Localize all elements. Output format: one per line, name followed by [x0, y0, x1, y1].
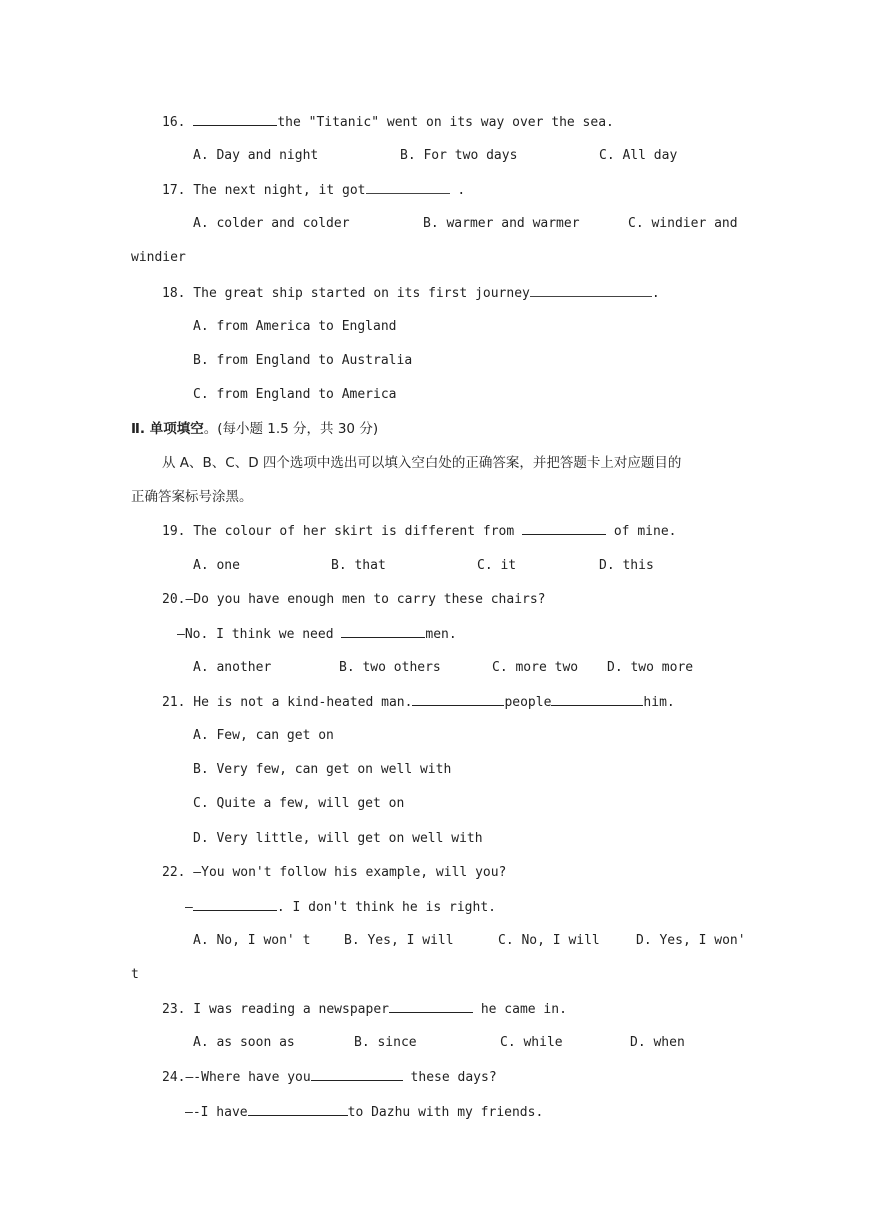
question-number: 16.: [162, 115, 186, 130]
question-24-reply: [185, 1103, 543, 1122]
option-a: A. from America to England: [193, 319, 397, 334]
option-c: C. from England to America: [193, 387, 397, 402]
question-16: [162, 113, 614, 132]
reply-suffix: men.: [425, 627, 457, 642]
option-a: A. colder and colder: [193, 216, 350, 231]
option-c: C. while: [500, 1035, 563, 1050]
answer-blank-1: [412, 693, 504, 706]
question-20: 20.—Do you have enough men to carry these chairs?: [162, 592, 546, 607]
option-b: B. two others: [339, 660, 441, 675]
option-c: C. more two: [492, 660, 579, 675]
option-c-wrap: windier: [131, 250, 186, 265]
question-21: [162, 693, 675, 712]
question-20-reply: [177, 625, 457, 644]
question-text: 23. I was reading a newspaper: [162, 1002, 389, 1017]
option-c: C. windier and: [628, 216, 738, 231]
answer-blank: [311, 1068, 403, 1081]
option-d: D. Very little, will get on well with: [193, 831, 483, 846]
option-a: A. another: [193, 660, 272, 675]
option-d: D. when: [630, 1035, 685, 1050]
question-suffix: these days?: [410, 1070, 497, 1085]
answer-blank: [193, 113, 277, 126]
option-d: D. two more: [607, 660, 694, 675]
option-a: A. No, I won' t: [193, 933, 311, 948]
question-middle: people: [504, 695, 552, 710]
option-c: C. All day: [599, 148, 678, 163]
reply-text: —No. I think we need: [177, 627, 334, 642]
question-22: 22. —You won't follow his example, will you?: [162, 865, 507, 880]
question-23: [162, 1000, 567, 1019]
question-suffix: of mine.: [613, 524, 677, 539]
option-b: B. since: [354, 1035, 417, 1050]
reply-suffix: . I don't think he is right.: [276, 900, 496, 915]
section-instructions-line-1: 从 A、B、C、D 四个选项中选出可以填入空白处的正确答案，并把答题卡上对应题目的: [162, 455, 682, 471]
option-b: B. Yes, I will: [344, 933, 454, 948]
answer-blank: [341, 625, 425, 638]
question-22-reply: [185, 898, 496, 917]
section-instructions-line-2: 正确答案标号涂黑。: [131, 489, 253, 505]
question-text: 21. He is not a kind-heated man.: [162, 695, 413, 710]
option-b: B. that: [331, 558, 386, 573]
question-suffix: .: [457, 183, 466, 198]
option-b: B. For two days: [400, 148, 518, 163]
option-c: C. Quite a few, will get on: [193, 796, 405, 811]
answer-blank: [530, 284, 652, 297]
question-17: [162, 181, 465, 200]
question-suffix: he came in.: [480, 1002, 567, 1017]
option-b: B. Very few, can get on well with: [193, 762, 452, 777]
option-a: A. as soon as: [193, 1035, 295, 1050]
option-d-wrap: t: [131, 967, 139, 982]
answer-blank: [389, 1000, 473, 1013]
question-text: 17. The next night, it got: [162, 183, 366, 198]
question-suffix: .: [651, 286, 660, 301]
option-b: B. from England to Australia: [193, 353, 413, 368]
reply-text: —-I have: [185, 1105, 248, 1120]
question-text: the "Titanic" went on its way over the sea.: [277, 115, 614, 130]
option-c: C. No, I will: [498, 933, 600, 948]
section-note: 。(每小题 1.5 分，共 30 分): [203, 421, 379, 437]
answer-blank: [522, 522, 606, 535]
option-d: D. this: [599, 558, 654, 573]
question-suffix: him.: [643, 695, 675, 710]
question-24: [162, 1068, 497, 1087]
section-title: Ⅱ. 单项填空: [131, 421, 204, 437]
question-19: [162, 522, 676, 541]
question-18: [162, 284, 660, 303]
reply-suffix: to Dazhu with my friends.: [347, 1105, 544, 1120]
option-a: A. Day and night: [193, 148, 319, 163]
question-text: 18. The great ship started on its first journey: [162, 286, 530, 301]
section-heading: [131, 420, 378, 438]
answer-blank-2: [551, 693, 643, 706]
option-b: B. warmer and warmer: [423, 216, 580, 231]
question-text: 24.—-Where have you: [162, 1070, 311, 1085]
reply-dash: —: [185, 900, 193, 915]
question-text: 19. The colour of her skirt is different from: [162, 524, 515, 539]
option-a: A. one: [193, 558, 240, 573]
option-c: C. it: [477, 558, 517, 573]
answer-blank: [193, 898, 277, 911]
option-a: A. Few, can get on: [193, 728, 334, 743]
answer-blank: [366, 181, 450, 194]
answer-blank: [248, 1103, 348, 1116]
option-d: D. Yes, I won': [636, 933, 746, 948]
